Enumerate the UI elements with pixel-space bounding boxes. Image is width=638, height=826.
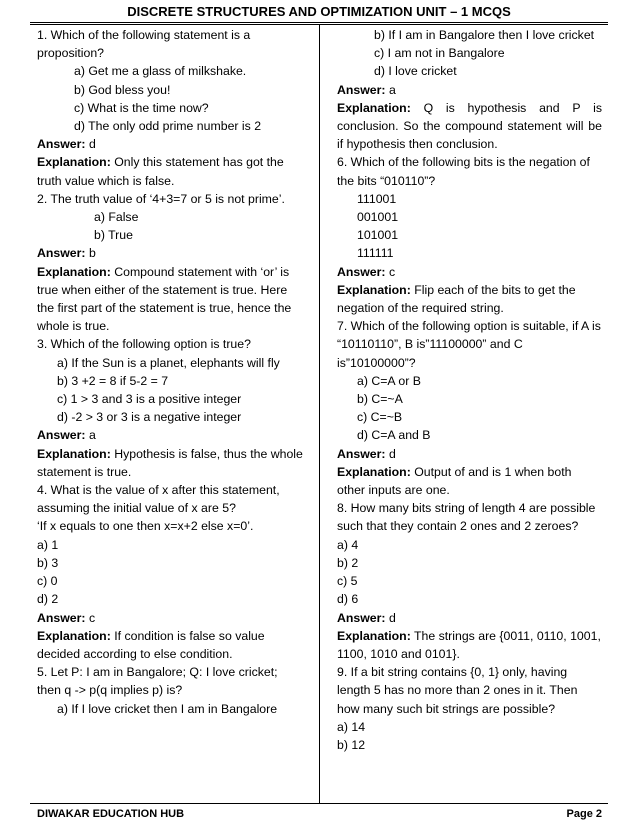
q1-answer bbox=[37, 135, 303, 153]
q8-explanation bbox=[337, 627, 602, 663]
q7-answer-value: d bbox=[388, 446, 396, 461]
question-4-text: 4. What is the value of x after this statement, assuming the initial value of x are 5? bbox=[37, 483, 280, 516]
q1-option-c: c) What is the time now? bbox=[74, 100, 209, 115]
q1-explanation bbox=[37, 153, 303, 189]
q4-option-a: a) 1 bbox=[37, 537, 59, 552]
question-9-text: 9. If a bit string contains {0, 1} only, having length 5 has no more than 2 ones in it. Then how many such bit strings are possible? bbox=[337, 665, 578, 716]
q6-option-3: 101001 bbox=[357, 228, 399, 243]
q6-option-4: 111111 bbox=[357, 246, 394, 261]
q5-answer bbox=[337, 81, 602, 99]
explanation-label: Explanation: bbox=[337, 628, 411, 643]
q5-option-a: a) If I love cricket then I am in Bangalore bbox=[57, 701, 278, 716]
question-1-text: 1. Which of the following statement is a proposition? bbox=[37, 28, 251, 61]
q7-option-a: a) C=A or B bbox=[357, 373, 421, 388]
q6-explanation bbox=[337, 281, 602, 317]
q1-explanation-text: Only this statement has got the truth value which is false. bbox=[37, 155, 284, 188]
q4-answer-value: c bbox=[88, 610, 96, 625]
q3-answer bbox=[37, 426, 303, 444]
q4-statement: ‘If x equals to one then x=x+2 else x=0’. bbox=[37, 519, 254, 534]
q8-answer-value: d bbox=[388, 610, 396, 625]
q2-answer-value: b bbox=[88, 246, 96, 261]
q8-option-d: d) 6 bbox=[337, 592, 359, 607]
footer-publisher: DIWAKAR EDUCATION HUB bbox=[37, 808, 185, 820]
q8-explanation-text: The strings are {0011, 0110, 1001, 1100, 1010 and 0101}. bbox=[337, 628, 601, 661]
q9-option-a: a) 14 bbox=[337, 719, 366, 734]
answer-label: Answer: bbox=[37, 428, 86, 443]
q4-explanation-text: If condition is false so value decided according to else condition. bbox=[37, 628, 265, 661]
answer-label: Answer: bbox=[337, 82, 386, 97]
question-2-text: 2. The truth value of ‘4+3=7 or 5 is not prime’. bbox=[37, 191, 285, 206]
explanation-label: Explanation: bbox=[337, 282, 411, 297]
question-3-text: 3. Which of the following option is true? bbox=[37, 337, 251, 352]
q3-option-d: d) -2 > 3 or 3 is a negative integer bbox=[57, 410, 242, 425]
answer-label: Answer: bbox=[37, 610, 86, 625]
page-header: DISCRETE STRUCTURES AND OPTIMIZATION UNIT – 1 MCQS bbox=[127, 4, 511, 19]
answer-label: Answer: bbox=[337, 264, 386, 279]
q5-answer-value: a bbox=[388, 82, 396, 97]
q4-option-c: c) 0 bbox=[37, 574, 58, 589]
left-column bbox=[37, 26, 303, 718]
q4-option-b: b) 3 bbox=[37, 555, 59, 570]
q1-option-b: b) God bless you! bbox=[74, 82, 171, 97]
right-column bbox=[337, 26, 602, 754]
q4-explanation bbox=[37, 627, 303, 663]
explanation-label: Explanation: bbox=[37, 628, 111, 643]
q5-option-d: d) I love cricket bbox=[374, 64, 457, 79]
footer-rule bbox=[30, 803, 608, 804]
answer-label: Answer: bbox=[37, 137, 86, 152]
q2-option-a: a) False bbox=[94, 210, 139, 225]
q3-answer-value: a bbox=[88, 428, 96, 443]
explanation-label: Explanation: bbox=[37, 446, 111, 461]
q2-explanation bbox=[37, 263, 303, 336]
q6-option-1: 111001 bbox=[357, 191, 397, 206]
q8-option-b: b) 2 bbox=[337, 555, 359, 570]
q2-explanation-text: Compound statement with ‘or’ is true when either of the statement is true. Here the first part of the statement is true, hence the whole is true. bbox=[37, 264, 292, 334]
q7-explanation-text: Output of and is 1 when both other inputs are one. bbox=[337, 464, 572, 498]
q1-option-a: a) Get me a glass of milkshake. bbox=[74, 64, 247, 79]
q7-option-d: d) C=A and B bbox=[357, 428, 431, 443]
q7-option-b: b) C=~A bbox=[357, 392, 403, 407]
q3-option-b: b) 3 +2 = 8 if 5-2 = 7 bbox=[57, 373, 169, 388]
q1-answer-value: d bbox=[88, 137, 96, 152]
answer-label: Answer: bbox=[37, 246, 86, 261]
q1-option-d: d) The only odd prime number is 2 bbox=[74, 119, 262, 134]
q8-option-a: a) 4 bbox=[337, 537, 359, 552]
question-6-text: 6. Which of the following bits is the negation of the bits “010110”? bbox=[337, 155, 590, 188]
column-divider bbox=[319, 25, 320, 803]
explanation-label: Explanation: bbox=[337, 464, 411, 479]
q8-answer bbox=[337, 609, 602, 627]
question-7-text: 7. Which of the following option is suitable, if A is “10110110”, B is”11100000” and C is”10100000”? bbox=[337, 319, 601, 370]
explanation-label: Explanation: bbox=[337, 100, 411, 115]
q3-explanation-text: Hypothesis is false, thus the whole statement is true. bbox=[37, 446, 303, 479]
q6-answer bbox=[337, 263, 602, 281]
q9-option-b: b) 12 bbox=[337, 737, 366, 752]
question-5-text: 5. Let P: I am in Bangalore; Q: I love cricket; then q -> p(q implies p) is? bbox=[37, 665, 278, 698]
q4-option-d: d) 2 bbox=[37, 592, 59, 607]
q5-option-c: c) I am not in Bangalore bbox=[374, 46, 505, 61]
q7-option-c: c) C=~B bbox=[357, 410, 403, 425]
question-8-text: 8. How many bits string of length 4 are possible such that they contain 2 ones and 2 zeroes? bbox=[337, 501, 596, 534]
footer-page-number: Page 2 bbox=[566, 808, 602, 820]
q3-explanation bbox=[37, 445, 303, 481]
q6-explanation-text: Flip each of the bits to get the negation of the required string. bbox=[337, 282, 576, 316]
answer-label: Answer: bbox=[337, 446, 386, 461]
q7-answer bbox=[337, 445, 602, 463]
q5-explanation bbox=[337, 99, 602, 154]
answer-label: Answer: bbox=[337, 610, 386, 625]
q3-option-a: a) If the Sun is a planet, elephants will fly bbox=[57, 355, 280, 370]
q7-explanation bbox=[337, 463, 602, 499]
header-rule-top bbox=[30, 22, 608, 23]
explanation-label: Explanation: bbox=[37, 155, 111, 170]
explanation-label: Explanation: bbox=[37, 264, 111, 279]
q2-answer bbox=[37, 244, 303, 262]
q3-option-c: c) 1 > 3 and 3 is a positive integer bbox=[57, 392, 242, 407]
q8-option-c: c) 5 bbox=[337, 574, 358, 589]
q5-explanation-text: Q is hypothesis and P is conclusion. So the compound statement will be if hypothesis then conclusion. bbox=[337, 100, 602, 152]
q4-answer bbox=[37, 609, 303, 627]
q5-option-b: b) If I am in Bangalore then I love cricket bbox=[374, 28, 595, 42]
q6-option-2: 001001 bbox=[357, 210, 399, 225]
q6-answer-value: c bbox=[388, 264, 396, 279]
q2-option-b: b) True bbox=[94, 228, 133, 243]
